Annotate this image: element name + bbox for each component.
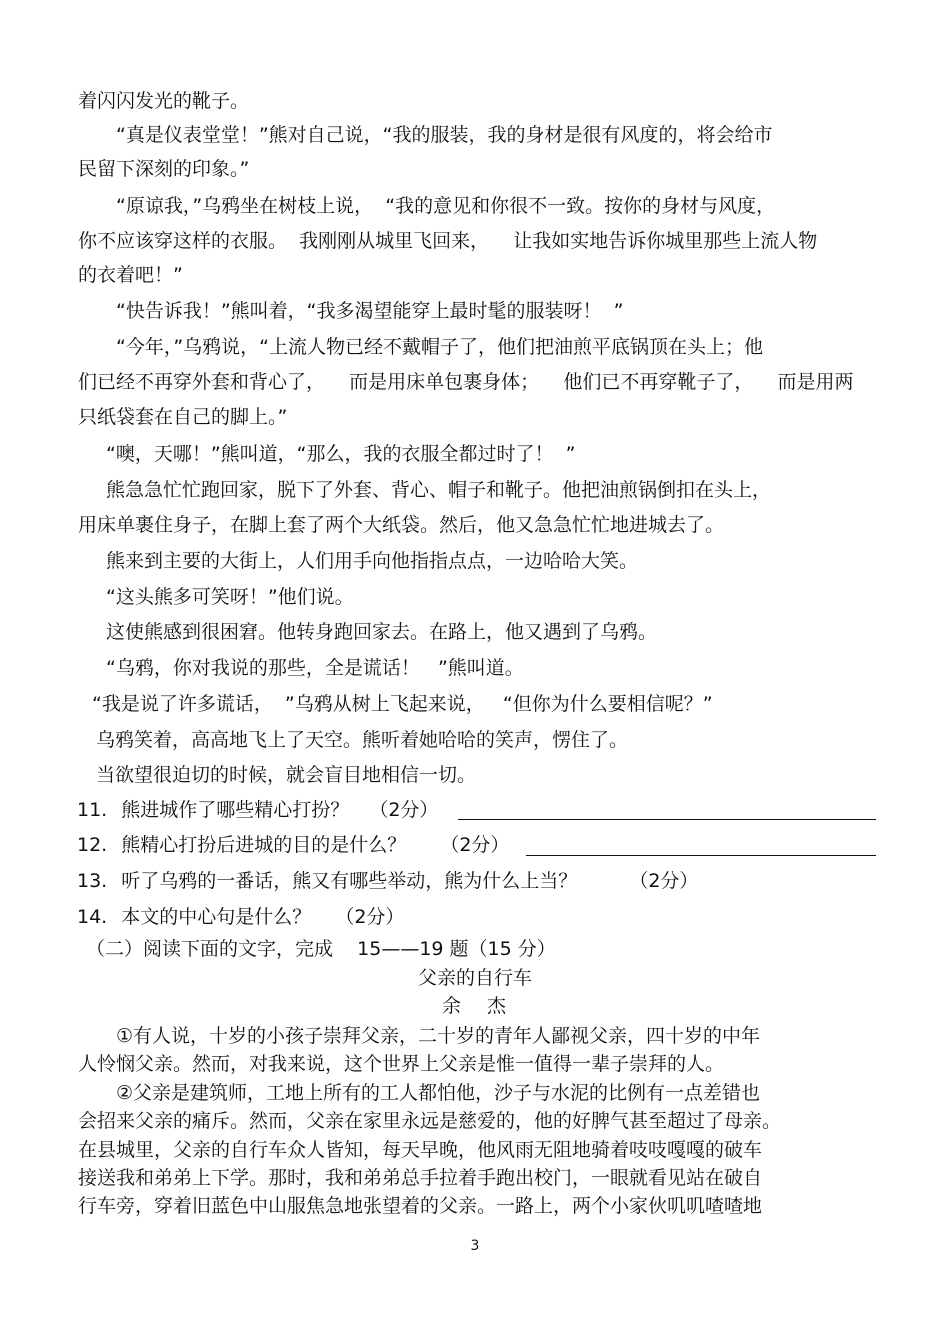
answer-line-11[interactable] (458, 819, 876, 820)
question-score: （2分） (335, 906, 405, 928)
article-line: 人怜悯父亲。然而，对我来说，这个世界上父亲是惟一值得一辈子崇拜的人。 (78, 1053, 725, 1075)
question-number: 13. (77, 870, 108, 892)
question-text: 熊精心打扮后进城的目的是什么？ (121, 834, 407, 856)
article-line: 在县城里，父亲的自行车众人皆知，每天早晚，他风雨无阻地骑着吱吱嘎嘎的破车 (78, 1139, 763, 1161)
story-line: “乌鸦，你对我说的那些，全是谎话！ ”熊叫道。 (106, 657, 524, 679)
story-line: 只纸袋套在自己的脚上。” (78, 406, 288, 428)
question-score: （2分） (629, 870, 699, 892)
article-line: 会招来父亲的痛斥。然而，父亲在家里永远是慈爱的，他的好脾气甚至超过了母亲。 (78, 1110, 782, 1132)
question-12 (77, 832, 509, 862)
question-11 (77, 797, 438, 827)
question-text: 熊进城作了哪些精心打扮？ (121, 799, 350, 821)
question-score: （2分） (440, 834, 510, 856)
question-text: 听了乌鸦的一番话，熊又有哪些举动，熊为什么上当？ (121, 870, 578, 892)
story-line: 们已经不再穿外套和背心了， 而是用床单包裹身体； 他们已不再穿靴子了， 而是用两 (78, 371, 854, 393)
story-line: 熊来到主要的大街上，人们用手向他指指点点，一边哈哈大笑。 (106, 550, 639, 572)
article-line: ①有人说，十岁的小孩子崇拜父亲，二十岁的青年人鄙视父亲，四十岁的中年 (116, 1025, 761, 1047)
question-text: 本文的中心句是什么？ (121, 906, 312, 928)
article-title: 父亲的自行车 (417, 967, 532, 989)
question-13 (77, 868, 698, 898)
story-line: 你不应该穿这样的衣服。 我刚刚从城里飞回来， 让我如实地告诉你城里那些上流人物 (78, 230, 818, 252)
story-line: 当欲望很迫切的时候，就会盲目地相信一切。 (96, 764, 477, 786)
story-line: 民留下深刻的印象。” (78, 158, 250, 180)
question-score: （2分） (369, 799, 439, 821)
story-line: 用床单裹住身子，在脚上套了两个大纸袋。然后，他又急急忙忙地进城去了。 (78, 514, 725, 536)
story-line: “噢，天哪！”熊叫道，“那么，我的衣服全都过时了！ ” (106, 443, 576, 465)
article-line: 接送我和弟弟上下学。那时，我和弟弟总手拉着手跑出校门，一眼就看见站在破自 (78, 1167, 763, 1189)
section-heading: （二）阅读下面的文字，完成 15——19 题（15 分） (86, 938, 556, 960)
story-line: “快告诉我！”熊叫着，“我多渴望能穿上最时髦的服装呀！ ” (116, 300, 624, 322)
story-line: 的衣着吧！” (78, 264, 183, 286)
question-number: 11. (77, 799, 108, 821)
answer-line-12[interactable] (526, 855, 876, 856)
story-line: “我是说了许多谎话， ”乌鸦从树上飞起来说， “但你为什么要相信呢？” (92, 693, 713, 715)
question-number: 14. (77, 906, 108, 928)
story-line: 着闪闪发光的靴子。 (78, 90, 250, 112)
story-line: 熊急急忙忙跑回家，脱下了外套、背心、帽子和靴子。他把油煎锅倒扣在头上， (106, 479, 772, 501)
article-line: ②父亲是建筑师，工地上所有的工人都怕他，沙子与水泥的比例有一点差错也 (116, 1082, 761, 1104)
article-author: 余 杰 (441, 995, 509, 1017)
story-line: “原谅我，”乌鸦坐在树枝上说， “我的意见和你很不一致。按你的身材与风度， (116, 195, 776, 217)
page-number: 3 (470, 1238, 480, 1254)
story-line: “今年，”乌鸦说，“上流人物已经不戴帽子了，他们把油煎平底锅顶在头上；他 (116, 336, 764, 358)
question-number: 12. (77, 834, 108, 856)
story-line: 这使熊感到很困窘。他转身跑回家去。在路上，他又遇到了乌鸦。 (106, 621, 658, 643)
story-line: “这头熊多可笑呀！”他们说。 (106, 586, 354, 608)
story-line: “真是仪表堂堂！”熊对自己说，“我的服装，我的身材是很有风度的，将会给市 (116, 124, 773, 146)
story-line: 乌鸦笑着，高高地飞上了天空。熊听着她哈哈的笑声，愣住了。 (96, 729, 629, 751)
article-line: 行车旁，穿着旧蓝色中山服焦急地张望着的父亲。一路上，两个小家伙叽叽喳喳地 (78, 1195, 763, 1217)
question-14 (77, 904, 404, 934)
